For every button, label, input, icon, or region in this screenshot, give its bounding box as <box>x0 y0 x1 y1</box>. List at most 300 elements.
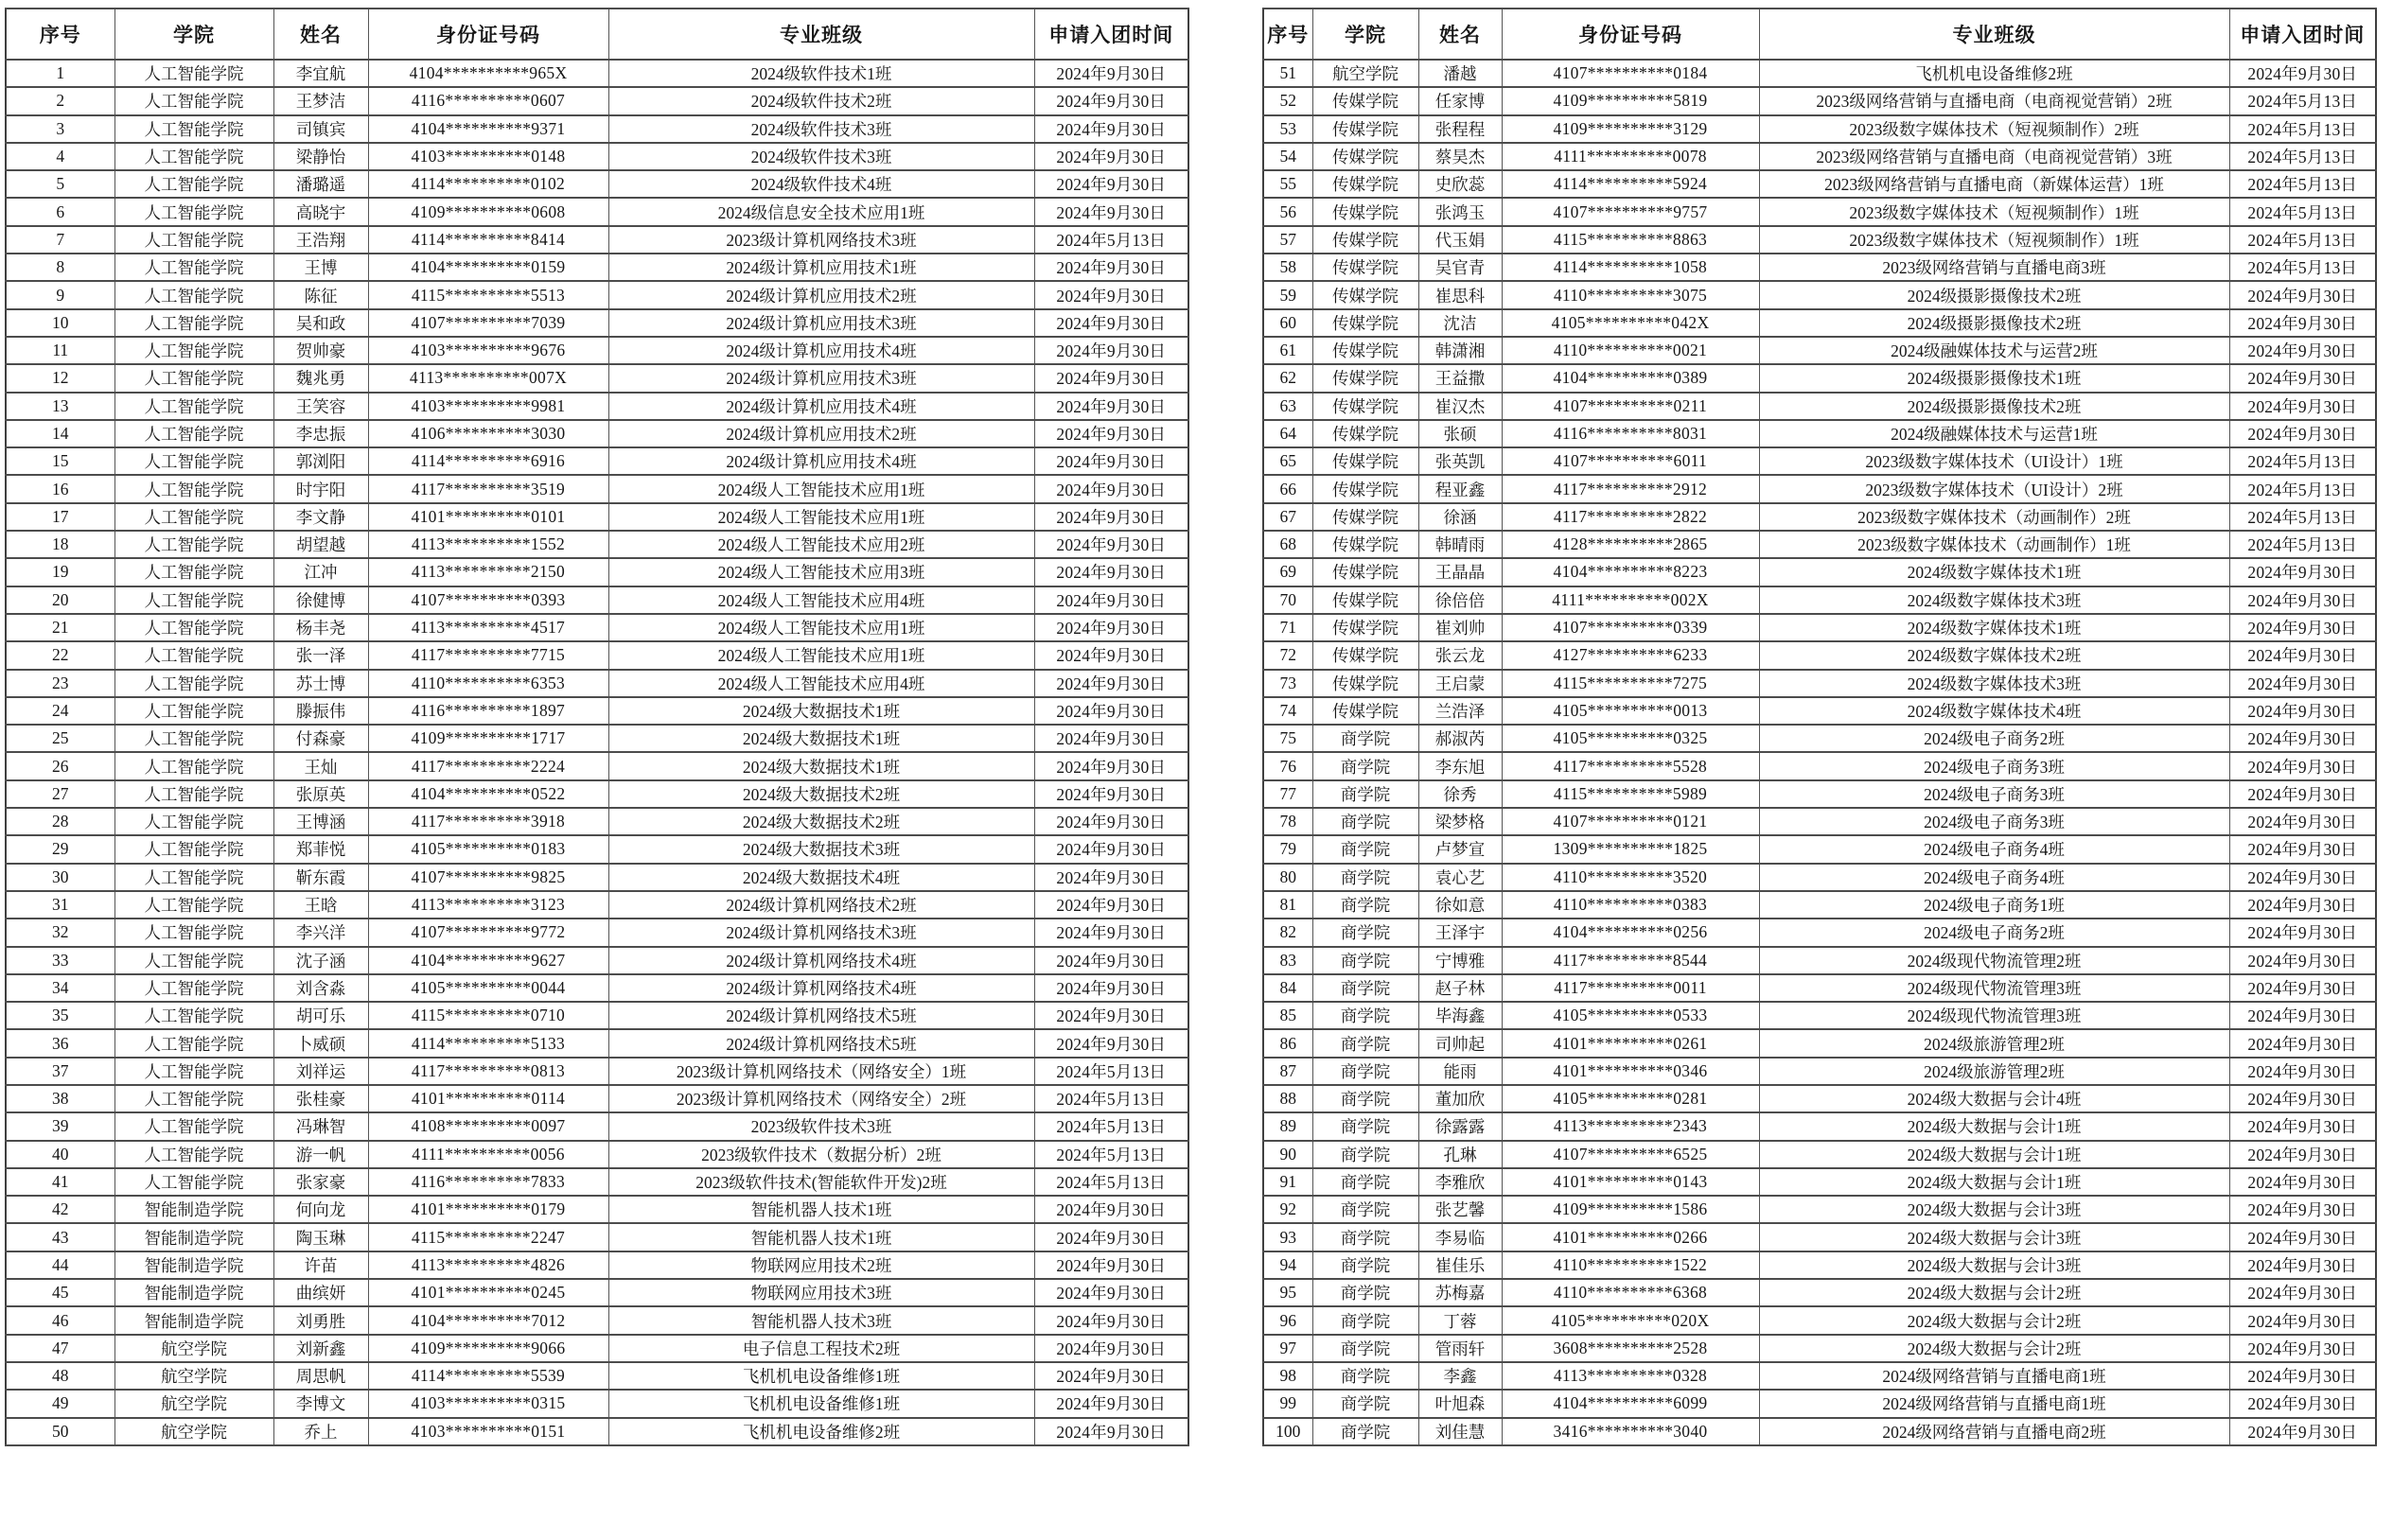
cell-col-id: 4105**********0183 <box>368 835 608 863</box>
cell-col-college: 传媒学院 <box>1312 254 1418 281</box>
cell-col-id: 4107**********0184 <box>1502 60 1759 87</box>
cell-col-college: 传媒学院 <box>1312 337 1418 364</box>
table-row <box>6 115 1188 143</box>
cell-col-college: 传媒学院 <box>1312 143 1418 170</box>
cell-col-major-class: 2024级大数据技术1班 <box>608 697 1034 725</box>
table-row <box>6 1058 1188 1085</box>
cell-col-name: 曲缤妍 <box>273 1279 368 1306</box>
cell-col-index: 11 <box>6 337 114 364</box>
cell-col-major-class: 2024级软件技术2班 <box>608 87 1034 114</box>
cell-col-index: 75 <box>1263 725 1312 752</box>
cell-col-major-class: 2024级计算机网络技术4班 <box>608 947 1034 974</box>
cell-col-major-class: 2024级人工智能技术应用1班 <box>608 503 1034 531</box>
cell-col-index: 30 <box>6 864 114 891</box>
cell-col-name: 张原英 <box>273 780 368 808</box>
cell-col-index: 20 <box>6 586 114 614</box>
cell-col-date: 2024年9月30日 <box>2229 420 2376 447</box>
table-row <box>6 143 1188 170</box>
cell-col-major-class: 2024级摄影摄像技术1班 <box>1759 364 2229 392</box>
table-row <box>6 1196 1188 1223</box>
table-row <box>6 835 1188 863</box>
cell-col-id: 4113**********4826 <box>368 1251 608 1279</box>
table-row <box>6 670 1188 697</box>
cell-col-index: 46 <box>6 1306 114 1334</box>
table-row <box>6 531 1188 558</box>
cell-col-index: 5 <box>6 170 114 198</box>
cell-col-index: 68 <box>1263 531 1312 558</box>
cell-col-date: 2024年5月13日 <box>2229 226 2376 254</box>
cell-col-date: 2024年9月30日 <box>1034 254 1188 281</box>
cell-col-index: 100 <box>1263 1418 1312 1445</box>
cell-col-index: 26 <box>6 752 114 779</box>
cell-col-date: 2024年9月30日 <box>2229 725 2376 752</box>
cell-col-name: 任家博 <box>1418 87 1502 114</box>
cell-col-id: 4117**********2912 <box>1502 475 1759 502</box>
cell-col-id: 4116**********0607 <box>368 87 608 114</box>
cell-col-date: 2024年5月13日 <box>2229 254 2376 281</box>
header-cell-col-index: 序号 <box>6 9 114 60</box>
cell-col-name: 王梦洁 <box>273 87 368 114</box>
cell-col-major-class: 2024级现代物流管理3班 <box>1759 1002 2229 1029</box>
cell-col-date: 2024年5月13日 <box>1034 1085 1188 1112</box>
cell-col-college: 人工智能学院 <box>114 1085 273 1112</box>
cell-col-major-class: 2024级计算机应用技术4班 <box>608 447 1034 475</box>
header-cell-col-college: 学院 <box>114 9 273 60</box>
cell-col-major-class: 2024级计算机应用技术3班 <box>608 309 1034 337</box>
cell-col-index: 72 <box>1263 641 1312 669</box>
cell-col-college: 商学院 <box>1312 919 1418 946</box>
cell-col-college: 人工智能学院 <box>114 531 273 558</box>
cell-col-name: 能雨 <box>1418 1058 1502 1085</box>
cell-col-name: 付森豪 <box>273 725 368 752</box>
cell-col-id: 4104**********9627 <box>368 947 608 974</box>
cell-col-date: 2024年9月30日 <box>1034 614 1188 641</box>
cell-col-index: 99 <box>1263 1390 1312 1417</box>
cell-col-college: 传媒学院 <box>1312 558 1418 586</box>
cell-col-id: 4115**********8863 <box>1502 226 1759 254</box>
cell-col-major-class: 2023级网络营销与直播电商3班 <box>1759 254 2229 281</box>
cell-col-date: 2024年9月30日 <box>1034 586 1188 614</box>
cell-col-index: 57 <box>1263 226 1312 254</box>
cell-col-id: 4104**********0159 <box>368 254 608 281</box>
cell-col-date: 2024年9月30日 <box>2229 364 2376 392</box>
cell-col-date: 2024年9月30日 <box>1034 1196 1188 1223</box>
cell-col-name: 郝淑芮 <box>1418 725 1502 752</box>
cell-col-major-class: 2024级摄影摄像技术2班 <box>1759 309 2229 337</box>
cell-col-name: 崔汉杰 <box>1418 393 1502 420</box>
cell-col-major-class: 2024级计算机网络技术5班 <box>608 1029 1034 1057</box>
cell-col-date: 2024年9月30日 <box>2229 891 2376 919</box>
cell-col-college: 商学院 <box>1312 1335 1418 1362</box>
table-row <box>1263 503 2376 531</box>
cell-col-name: 赵子林 <box>1418 974 1502 1002</box>
cell-col-id: 4103**********9676 <box>368 337 608 364</box>
cell-col-name: 梁梦格 <box>1418 808 1502 835</box>
cell-col-name: 张硕 <box>1418 420 1502 447</box>
cell-col-date: 2024年9月30日 <box>2229 1002 2376 1029</box>
cell-col-major-class: 智能机器人技术1班 <box>608 1223 1034 1251</box>
cell-col-college: 商学院 <box>1312 752 1418 779</box>
cell-col-college: 人工智能学院 <box>114 919 273 946</box>
table-row <box>6 254 1188 281</box>
cell-col-major-class: 2024级大数据技术1班 <box>608 752 1034 779</box>
cell-col-major-class: 飞机机电设备维修1班 <box>608 1390 1034 1417</box>
table-row <box>6 1141 1188 1168</box>
table-row <box>6 641 1188 669</box>
cell-col-id: 4105**********0533 <box>1502 1002 1759 1029</box>
header-cell-col-college: 学院 <box>1312 9 1418 60</box>
cell-col-index: 15 <box>6 447 114 475</box>
cell-col-major-class: 2024级人工智能技术应用4班 <box>608 670 1034 697</box>
cell-col-index: 47 <box>6 1335 114 1362</box>
cell-col-major-class: 2024级计算机应用技术2班 <box>608 420 1034 447</box>
cell-col-index: 97 <box>1263 1335 1312 1362</box>
cell-col-major-class: 飞机机电设备维修2班 <box>608 1418 1034 1445</box>
table-row <box>1263 198 2376 225</box>
cell-col-name: 周思帆 <box>273 1362 368 1390</box>
cell-col-index: 52 <box>1263 87 1312 114</box>
table-row <box>1263 170 2376 198</box>
cell-col-college: 人工智能学院 <box>114 198 273 225</box>
cell-col-major-class: 2023级软件技术（数据分析）2班 <box>608 1141 1034 1168</box>
table-row <box>6 725 1188 752</box>
cell-col-id: 4113**********4517 <box>368 614 608 641</box>
cell-col-id: 4115**********2247 <box>368 1223 608 1251</box>
cell-col-date: 2024年9月30日 <box>1034 1223 1188 1251</box>
cell-col-date: 2024年5月13日 <box>1034 226 1188 254</box>
cell-col-id: 4109**********3129 <box>1502 115 1759 143</box>
table-row <box>1263 1223 2376 1251</box>
cell-col-id: 4109**********1586 <box>1502 1196 1759 1223</box>
cell-col-index: 79 <box>1263 835 1312 863</box>
table-header-left <box>6 9 1188 60</box>
cell-col-date: 2024年9月30日 <box>1034 974 1188 1002</box>
table-row <box>1263 87 2376 114</box>
cell-col-id: 4107**********9757 <box>1502 198 1759 225</box>
cell-col-name: 王博 <box>273 254 368 281</box>
cell-col-id: 4108**********0097 <box>368 1112 608 1140</box>
cell-col-index: 37 <box>6 1058 114 1085</box>
table-row <box>6 1335 1188 1362</box>
cell-col-id: 4107**********9772 <box>368 919 608 946</box>
header-cell-col-index: 序号 <box>1263 9 1312 60</box>
cell-col-name: 吴和政 <box>273 309 368 337</box>
cell-col-index: 67 <box>1263 503 1312 531</box>
cell-col-index: 18 <box>6 531 114 558</box>
cell-col-college: 商学院 <box>1312 808 1418 835</box>
cell-col-id: 4113**********0328 <box>1502 1362 1759 1390</box>
cell-col-name: 徐健博 <box>273 586 368 614</box>
cell-col-name: 许苗 <box>273 1251 368 1279</box>
cell-col-id: 4115**********5989 <box>1502 780 1759 808</box>
cell-col-index: 64 <box>1263 420 1312 447</box>
cell-col-college: 人工智能学院 <box>114 1168 273 1196</box>
cell-col-college: 传媒学院 <box>1312 420 1418 447</box>
cell-col-college: 人工智能学院 <box>114 1002 273 1029</box>
cell-col-id: 4117**********2822 <box>1502 503 1759 531</box>
cell-col-id: 4105**********0325 <box>1502 725 1759 752</box>
cell-col-name: 时宇阳 <box>273 475 368 502</box>
cell-col-major-class: 2024级数字媒体技术1班 <box>1759 558 2229 586</box>
cell-col-college: 传媒学院 <box>1312 697 1418 725</box>
cell-col-college: 传媒学院 <box>1312 475 1418 502</box>
cell-col-id: 4127**********6233 <box>1502 641 1759 669</box>
cell-col-name: 李文静 <box>273 503 368 531</box>
header-cell-col-major-class: 专业班级 <box>608 9 1034 60</box>
cell-col-id: 4104**********0389 <box>1502 364 1759 392</box>
cell-col-name: 梁静怡 <box>273 143 368 170</box>
cell-col-name: 李兴洋 <box>273 919 368 946</box>
cell-col-major-class: 2024级大数据与会计3班 <box>1759 1251 2229 1279</box>
cell-col-name: 宁博雅 <box>1418 947 1502 974</box>
cell-col-college: 商学院 <box>1312 864 1418 891</box>
cell-col-id: 4104**********9371 <box>368 115 608 143</box>
cell-col-college: 商学院 <box>1312 725 1418 752</box>
table-row <box>1263 1279 2376 1306</box>
table-row <box>1263 475 2376 502</box>
cell-col-index: 61 <box>1263 337 1312 364</box>
cell-col-major-class: 2024级人工智能技术应用2班 <box>608 531 1034 558</box>
table-row <box>1263 586 2376 614</box>
cell-col-index: 32 <box>6 919 114 946</box>
cell-col-id: 4111**********0078 <box>1502 143 1759 170</box>
header-cell-col-name: 姓名 <box>1418 9 1502 60</box>
table-body-right <box>1263 60 2376 1445</box>
cell-col-date: 2024年9月30日 <box>2229 670 2376 697</box>
cell-col-index: 24 <box>6 697 114 725</box>
table-row <box>1263 60 2376 87</box>
table-row <box>6 226 1188 254</box>
cell-col-id: 4113**********007X <box>368 364 608 392</box>
cell-col-college: 商学院 <box>1312 1196 1418 1223</box>
cell-col-major-class: 2024级大数据与会计4班 <box>1759 1085 2229 1112</box>
cell-col-id: 4101**********0261 <box>1502 1029 1759 1057</box>
cell-col-college: 人工智能学院 <box>114 393 273 420</box>
table-row <box>6 87 1188 114</box>
cell-col-date: 2024年9月30日 <box>2229 1223 2376 1251</box>
cell-col-college: 商学院 <box>1312 1279 1418 1306</box>
cell-col-name: 王博涵 <box>273 808 368 835</box>
roster-table-right <box>1262 8 2377 1446</box>
cell-col-id: 4117**********7715 <box>368 641 608 669</box>
cell-col-college: 航空学院 <box>114 1335 273 1362</box>
table-row <box>1263 1085 2376 1112</box>
cell-col-major-class: 2024级电子商务3班 <box>1759 752 2229 779</box>
cell-col-college: 人工智能学院 <box>114 226 273 254</box>
cell-col-name: 李东旭 <box>1418 752 1502 779</box>
cell-col-name: 蔡昊杰 <box>1418 143 1502 170</box>
cell-col-college: 商学院 <box>1312 1112 1418 1140</box>
cell-col-college: 人工智能学院 <box>114 87 273 114</box>
cell-col-id: 4113**********3123 <box>368 891 608 919</box>
cell-col-name: 李忠振 <box>273 420 368 447</box>
cell-col-college: 人工智能学院 <box>114 974 273 1002</box>
cell-col-id: 4101**********0101 <box>368 503 608 531</box>
table-row <box>1263 447 2376 475</box>
cell-col-college: 人工智能学院 <box>114 1029 273 1057</box>
cell-col-name: 毕海鑫 <box>1418 1002 1502 1029</box>
cell-col-id: 4103**********0148 <box>368 143 608 170</box>
cell-col-college: 商学院 <box>1312 974 1418 1002</box>
cell-col-major-class: 2024级人工智能技术应用3班 <box>608 558 1034 586</box>
cell-col-name: 王浩翔 <box>273 226 368 254</box>
cell-col-college: 智能制造学院 <box>114 1306 273 1334</box>
table-row <box>1263 1168 2376 1196</box>
cell-col-name: 王灿 <box>273 752 368 779</box>
cell-col-name: 徐涵 <box>1418 503 1502 531</box>
cell-col-college: 人工智能学院 <box>114 503 273 531</box>
table-row <box>1263 808 2376 835</box>
cell-col-college: 人工智能学院 <box>114 835 273 863</box>
cell-col-major-class: 智能机器人技术1班 <box>608 1196 1034 1223</box>
cell-col-major-class: 2024级电子商务4班 <box>1759 835 2229 863</box>
cell-col-index: 1 <box>6 60 114 87</box>
table-row <box>6 1085 1188 1112</box>
cell-col-college: 人工智能学院 <box>114 558 273 586</box>
cell-col-date: 2024年9月30日 <box>2229 1251 2376 1279</box>
cell-col-major-class: 2023级网络营销与直播电商（新媒体运营）1班 <box>1759 170 2229 198</box>
cell-col-index: 50 <box>6 1418 114 1445</box>
table-row <box>1263 752 2376 779</box>
cell-col-date: 2024年9月30日 <box>1034 1002 1188 1029</box>
cell-col-date: 2024年9月30日 <box>2229 1112 2376 1140</box>
cell-col-college: 商学院 <box>1312 1002 1418 1029</box>
cell-col-college: 传媒学院 <box>1312 226 1418 254</box>
cell-col-major-class: 2024级大数据与会计2班 <box>1759 1335 2229 1362</box>
cell-col-id: 4107**********6011 <box>1502 447 1759 475</box>
cell-col-name: 孔琳 <box>1418 1141 1502 1168</box>
cell-col-major-class: 2024级现代物流管理3班 <box>1759 974 2229 1002</box>
cell-col-name: 胡可乐 <box>273 1002 368 1029</box>
cell-col-id: 4109**********5819 <box>1502 87 1759 114</box>
cell-col-college: 商学院 <box>1312 1029 1418 1057</box>
cell-col-date: 2024年9月30日 <box>2229 1085 2376 1112</box>
cell-col-major-class: 2024级数字媒体技术3班 <box>1759 670 2229 697</box>
cell-col-major-class: 2024级旅游管理2班 <box>1759 1058 2229 1085</box>
table-row <box>6 558 1188 586</box>
cell-col-id: 4128**********2865 <box>1502 531 1759 558</box>
cell-col-college: 航空学院 <box>114 1362 273 1390</box>
cell-col-major-class: 2024级电子商务2班 <box>1759 725 2229 752</box>
cell-col-id: 4105**********0281 <box>1502 1085 1759 1112</box>
table-row <box>1263 115 2376 143</box>
cell-col-date: 2024年9月30日 <box>2229 947 2376 974</box>
cell-col-date: 2024年9月30日 <box>1034 891 1188 919</box>
cell-col-index: 95 <box>1263 1279 1312 1306</box>
cell-col-index: 2 <box>6 87 114 114</box>
cell-col-name: 郑菲悦 <box>273 835 368 863</box>
cell-col-name: 程亚鑫 <box>1418 475 1502 502</box>
table-row <box>1263 1306 2376 1334</box>
cell-col-name: 潘越 <box>1418 60 1502 87</box>
header-cell-col-major-class: 专业班级 <box>1759 9 2229 60</box>
cell-col-name: 崔刘帅 <box>1418 614 1502 641</box>
cell-col-id: 4107**********0211 <box>1502 393 1759 420</box>
cell-col-name: 胡望越 <box>273 531 368 558</box>
cell-col-major-class: 2024级软件技术1班 <box>608 60 1034 87</box>
cell-col-name: 张桂豪 <box>273 1085 368 1112</box>
cell-col-major-class: 2024级电子商务3班 <box>1759 808 2229 835</box>
table-row <box>1263 891 2376 919</box>
cell-col-major-class: 2024级数字媒体技术2班 <box>1759 641 2229 669</box>
cell-col-index: 28 <box>6 808 114 835</box>
cell-col-college: 商学院 <box>1312 1058 1418 1085</box>
cell-col-index: 76 <box>1263 752 1312 779</box>
cell-col-id: 4106**********3030 <box>368 420 608 447</box>
cell-col-major-class: 物联网应用技术3班 <box>608 1279 1034 1306</box>
cell-col-date: 2024年9月30日 <box>1034 420 1188 447</box>
header-row <box>1263 9 2376 60</box>
table-row <box>6 1418 1188 1445</box>
cell-col-college: 人工智能学院 <box>114 586 273 614</box>
cell-col-date: 2024年9月30日 <box>1034 1362 1188 1390</box>
cell-col-college: 人工智能学院 <box>114 281 273 308</box>
table-row <box>6 752 1188 779</box>
table-row <box>6 1002 1188 1029</box>
cell-col-college: 人工智能学院 <box>114 780 273 808</box>
cell-col-name: 刘祥运 <box>273 1058 368 1085</box>
table-row <box>1263 697 2376 725</box>
cell-col-index: 69 <box>1263 558 1312 586</box>
cell-col-college: 人工智能学院 <box>114 115 273 143</box>
cell-col-id: 4104**********965X <box>368 60 608 87</box>
table-row <box>6 393 1188 420</box>
cell-col-id: 4107**********6525 <box>1502 1141 1759 1168</box>
cell-col-college: 传媒学院 <box>1312 115 1418 143</box>
cell-col-id: 4103**********9981 <box>368 393 608 420</box>
table-row <box>6 475 1188 502</box>
table-row <box>1263 1002 2376 1029</box>
table-row <box>1263 670 2376 697</box>
cell-col-id: 4114**********8414 <box>368 226 608 254</box>
cell-col-date: 2024年9月30日 <box>1034 780 1188 808</box>
cell-col-name: 高晓宇 <box>273 198 368 225</box>
cell-col-date: 2024年9月30日 <box>1034 1251 1188 1279</box>
cell-col-date: 2024年9月30日 <box>1034 1306 1188 1334</box>
cell-col-index: 23 <box>6 670 114 697</box>
cell-col-major-class: 2024级摄影摄像技术2班 <box>1759 281 2229 308</box>
cell-col-date: 2024年9月30日 <box>1034 641 1188 669</box>
cell-col-index: 17 <box>6 503 114 531</box>
cell-col-name: 徐秀 <box>1418 780 1502 808</box>
cell-col-index: 89 <box>1263 1112 1312 1140</box>
cell-col-id: 4117**********2224 <box>368 752 608 779</box>
cell-col-id: 4117**********5528 <box>1502 752 1759 779</box>
cell-col-name: 贺帅豪 <box>273 337 368 364</box>
cell-col-id: 4114**********5539 <box>368 1362 608 1390</box>
cell-col-index: 62 <box>1263 364 1312 392</box>
cell-col-index: 29 <box>6 835 114 863</box>
table-row <box>1263 1058 2376 1085</box>
cell-col-date: 2024年9月30日 <box>2229 1418 2376 1445</box>
cell-col-id: 4107**********9825 <box>368 864 608 891</box>
cell-col-date: 2024年5月13日 <box>1034 1112 1188 1140</box>
cell-col-major-class: 2023级软件技术(智能软件开发)2班 <box>608 1168 1034 1196</box>
cell-col-college: 人工智能学院 <box>114 614 273 641</box>
cell-col-college: 商学院 <box>1312 1168 1418 1196</box>
table-row <box>6 1362 1188 1390</box>
cell-col-college: 商学院 <box>1312 1390 1418 1417</box>
cell-col-id: 4101**********0114 <box>368 1085 608 1112</box>
cell-col-name: 韩潇湘 <box>1418 337 1502 364</box>
cell-col-index: 34 <box>6 974 114 1002</box>
cell-col-college: 传媒学院 <box>1312 531 1418 558</box>
header-cell-col-date: 申请入团时间 <box>1034 9 1188 60</box>
cell-col-index: 44 <box>6 1251 114 1279</box>
cell-col-major-class: 2024级数字媒体技术1班 <box>1759 614 2229 641</box>
cell-col-id: 4111**********0056 <box>368 1141 608 1168</box>
cell-col-date: 2024年9月30日 <box>1034 364 1188 392</box>
